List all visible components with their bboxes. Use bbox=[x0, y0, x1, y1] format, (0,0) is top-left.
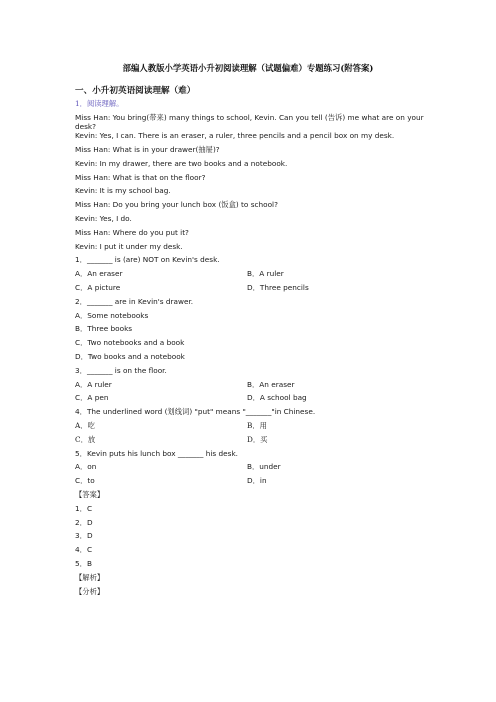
passage-line: Kevin: Yes, I do. bbox=[75, 214, 132, 224]
option-c: C．放 bbox=[75, 434, 96, 444]
passage-line: Kevin: It is my school bag. bbox=[75, 186, 171, 196]
option-row bbox=[75, 284, 425, 298]
section-heading: 一、小升初英语阅读理解（难） bbox=[75, 86, 196, 96]
option-row bbox=[75, 477, 425, 491]
document-title: 部编人教版小学英语小升初阅读理解（试题偏难）专题练习(附答案) bbox=[122, 63, 374, 73]
option-b: B．An eraser bbox=[247, 379, 295, 389]
passage-line: Miss Han: You bring(带来) many things to school, Kevin. Can you tell (告诉) me what are on your desk? bbox=[75, 112, 424, 131]
option-row bbox=[75, 270, 425, 284]
document-body bbox=[75, 100, 425, 601]
option-d: D．in bbox=[247, 476, 267, 486]
question-stem: 2．_______ are in Kevin's drawer. bbox=[75, 296, 194, 306]
option-row bbox=[75, 463, 425, 477]
question-stem: 5．Kevin puts his lunch box _______ his desk. bbox=[75, 448, 238, 458]
question-stem: 4．The underlined word (划线词) "put" means "_______"in Chinese. bbox=[75, 407, 316, 417]
option-row bbox=[75, 381, 425, 395]
passage-line: Kevin: I put it under my desk. bbox=[75, 241, 183, 251]
answer-item: 3．D bbox=[75, 531, 93, 541]
option-d: D．Two books and a notebook bbox=[75, 352, 185, 362]
option-row bbox=[75, 394, 425, 408]
answer-item: 1．C bbox=[75, 503, 93, 513]
option-c: C．Two notebooks and a book bbox=[75, 338, 185, 348]
option-c: C．A picture bbox=[75, 283, 121, 293]
analysis-heading: 【解析】 bbox=[75, 572, 105, 582]
answer-item: 2．D bbox=[75, 517, 93, 527]
fenxi-heading: 【分析】 bbox=[75, 586, 105, 596]
option-row bbox=[75, 436, 425, 450]
option-a: A．吃 bbox=[75, 421, 95, 431]
option-a: A．A ruler bbox=[75, 379, 112, 389]
option-a: A．Some notebooks bbox=[75, 310, 149, 320]
passage-line: Miss Han: Do you bring your lunch box (饭盒) to school? bbox=[75, 200, 278, 210]
question-stem: 3．_______ is on the floor. bbox=[75, 365, 167, 375]
passage-line: Kevin: In my drawer, there are two books and a notebook. bbox=[75, 158, 288, 168]
option-a: A．An eraser bbox=[75, 269, 123, 279]
passage-line: Kevin: Yes, I can. There is an eraser, a ruler, three pencils and a pencil box on my desk. bbox=[75, 131, 395, 141]
option-d: D．A school bag bbox=[247, 393, 307, 403]
passage-line: Miss Han: Where do you put it? bbox=[75, 227, 189, 237]
option-c: C．A pen bbox=[75, 393, 109, 403]
passage-line: Miss Han: What is in your drawer(抽屉)? bbox=[75, 145, 220, 155]
option-c: C．to bbox=[75, 476, 95, 486]
option-b: B．A ruler bbox=[247, 269, 284, 279]
option-b: B．under bbox=[247, 462, 281, 472]
option-d: D．买 bbox=[247, 434, 268, 444]
passage-line: Miss Han: What is that on the floor? bbox=[75, 172, 206, 182]
answer-item: 5．B bbox=[75, 559, 92, 568]
option-row bbox=[75, 422, 425, 436]
option-a: A．on bbox=[75, 462, 97, 472]
option-b: B．Three books bbox=[75, 324, 133, 334]
option-b: B．用 bbox=[247, 421, 267, 431]
option-d: D．Three pencils bbox=[247, 283, 309, 293]
question-stem: 1．_______ is (are) NOT on Kevin's desk. bbox=[75, 255, 220, 265]
answer-heading: 【答案】 bbox=[75, 490, 105, 500]
question-intro: 1．阅读理解。 bbox=[75, 99, 124, 108]
answer-item: 4．C bbox=[75, 545, 93, 555]
